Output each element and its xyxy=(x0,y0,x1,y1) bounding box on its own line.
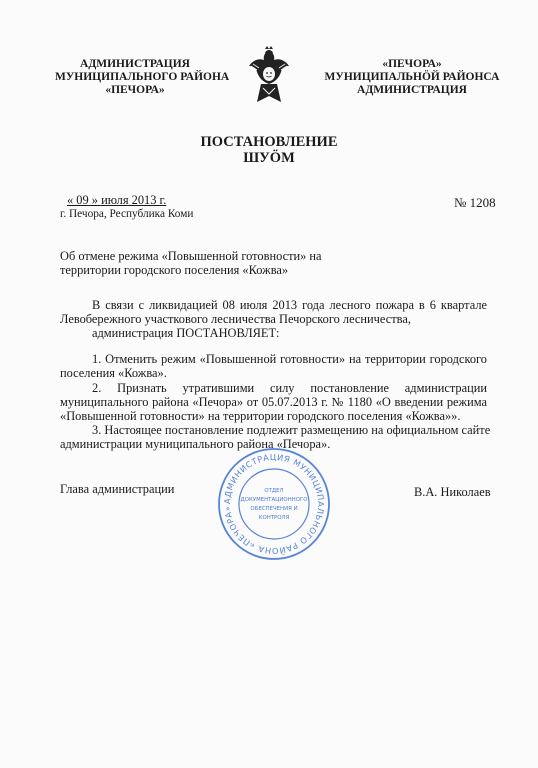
signature-position: Глава администрации xyxy=(60,482,175,496)
signature-name: В.А. Николаев xyxy=(414,485,491,499)
preamble-line-2: Левобережного участкового лесничества Печорского лесничества, xyxy=(60,312,411,326)
header-right-line-1: «ПЕЧОРА» xyxy=(382,58,442,70)
title-line-2: ШУӦМ xyxy=(243,150,295,166)
item2-line-3: «Повышенной готовности» на территории городского поселения «Кожва»». xyxy=(60,409,461,423)
document-date: « 09 » июля 2013 г. xyxy=(67,193,167,207)
header-right-line-2: МУНИЦИПАЛЬНӦЙ РАЙОНСА xyxy=(324,71,500,83)
svg-text:ОБЕСПЕЧЕНИЯ И: ОБЕСПЕЧЕНИЯ И xyxy=(250,506,298,512)
svg-text:ДОКУМЕНТАЦИОННОГО: ДОКУМЕНТАЦИОННОГО xyxy=(240,497,308,503)
item3-line-1: 3. Настоящее постановление подлежит размещению на официальном сайте xyxy=(92,423,491,437)
header-right-line-3: АДМИНИСТРАЦИЯ xyxy=(357,84,467,96)
header-left-line-2: МУНИЦИПАЛЬНОГО РАЙОНА xyxy=(55,71,230,83)
header-right xyxy=(322,58,502,97)
document-title xyxy=(0,134,538,166)
preamble-line-1: В связи с ликвидацией 08 июля 2013 года лесного пожара в 6 квартале xyxy=(92,298,487,312)
item2-line-1: 2. Признать утратившими силу постановление администрации xyxy=(92,381,487,395)
item3-line-2: администрации муниципального района «Печора». xyxy=(60,437,331,451)
header-left-line-1: АДМИНИСТРАЦИЯ xyxy=(80,58,190,70)
item1-line-2: поселения «Кожва». xyxy=(60,366,167,380)
subject-line-2: территории городского поселения «Кожва» xyxy=(60,263,289,277)
coat-of-arms-icon xyxy=(245,44,293,114)
svg-text:КОНТРОЛЯ: КОНТРОЛЯ xyxy=(258,515,290,521)
document-place: г. Печора, Республика Коми xyxy=(60,208,194,220)
item2-line-2: муниципального района «Печора» от 05.07.2013 г. № 1180 «О введении режима xyxy=(60,395,487,409)
header-left-line-3: «ПЕЧОРА» xyxy=(105,84,165,96)
svg-text:АДМИНИСТРАЦИЯ МУНИЦИПАЛЬНОГО Р: АДМИНИСТРАЦИЯ МУНИЦИПАЛЬНОГО РАЙОНА «ПЕЧОРА» xyxy=(221,451,327,557)
official-stamp-seal xyxy=(216,446,332,562)
svg-text:ОТДЕЛ: ОТДЕЛ xyxy=(264,488,284,494)
preamble-line-3: администрация ПОСТАНОВЛЯЕТ: xyxy=(92,326,280,340)
title-line-1: ПОСТАНОВЛЕНИЕ xyxy=(200,134,338,150)
item1-line-1: 1. Отменить режим «Повышенной готовности» на территории городского xyxy=(92,352,487,366)
header-left xyxy=(55,58,230,97)
subject-line-1: Об отмене режима «Повышенной готовности» на xyxy=(60,249,322,263)
document-number: № 1208 xyxy=(454,195,496,210)
